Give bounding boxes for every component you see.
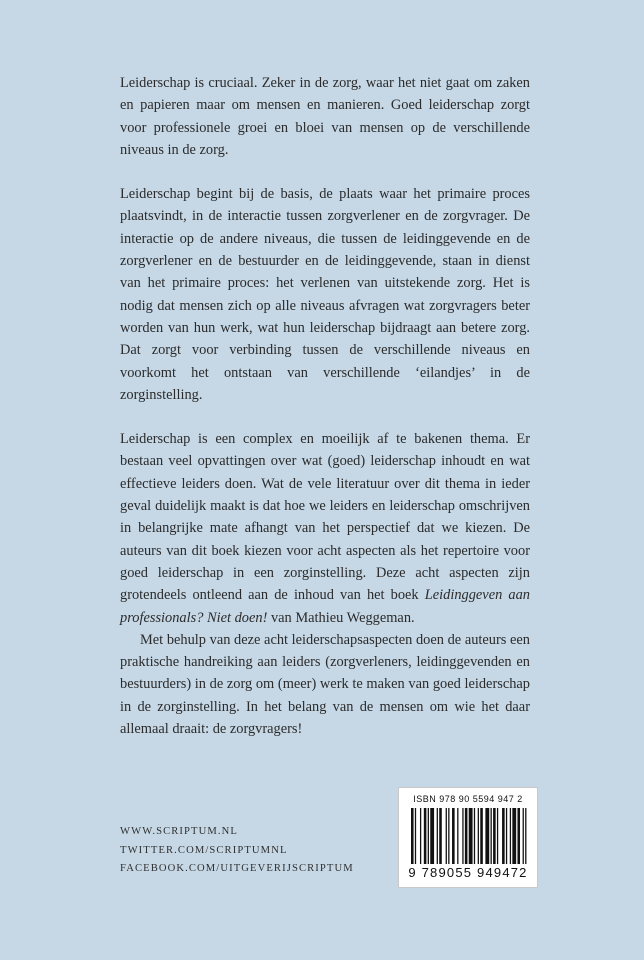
book-title: Leidinggeven aan professionals? Niet doen! bbox=[120, 587, 530, 626]
isbn-barcode bbox=[398, 787, 538, 888]
paragraph-1: Leiderschap is cruciaal. Zeker in de zorg, waar het niet gaat om zaken en papieren maar om mensen en manieren. Goed leiderschap zorgt voor professionele groei en bloei van mensen op de verschillende niveaus in de zorg. bbox=[120, 75, 530, 158]
paragraph-4: Met behulp van deze acht leiderschapsaspecten doen de auteurs een praktische handreiking aan leiders (zorgverleners, leidinggevenden en bestuurders) in de zorg om (meer) werk te maken van goed leiderschap in de zorginstelling. In het belang van de mensen om wie het daar allemaal draait: de zorgvragers! bbox=[120, 631, 530, 738]
paragraph-3 bbox=[120, 428, 530, 629]
website-link[interactable]: WWW.SCRIPTUM.NL bbox=[120, 826, 238, 837]
isbn-label: ISBN 978 90 5594 947 2 bbox=[413, 794, 523, 804]
paragraph-2: Leiderschap begint bij de basis, de plaats waar het primaire proces plaatsvindt, in de interactie tussen zorgverlener en de zorgvrager. De interactie op de andere niveaus, die tussen de leidinggevende en de zorgverlener en de bestuurder en de leidinggevende, staan in dienst van het primaire proces: het verlenen van uitstekende zorg. Het is nodig dat mensen zich op alle niveaus afvragen wat zorgvragers beter worden van hun werk, wat hun leiderschap bijdraagt aan betere zorg. Dat zorgt voor verbinding tussen de verschillende niveaus en voorkomt het ontstaan van verschillende ‘eilandjes’ in de zorginstelling. bbox=[120, 186, 530, 403]
barcode-digits: 9 789055 949472 bbox=[408, 865, 528, 880]
facebook-link[interactable]: FACEBOOK.COM/UITGEVERIJSCRIPTUM bbox=[120, 863, 354, 874]
publisher-links bbox=[120, 823, 354, 879]
barcode-icon bbox=[411, 808, 529, 864]
paragraph-3-end: van Mathieu Weggeman. bbox=[267, 609, 415, 626]
twitter-link[interactable]: TWITTER.COM/SCRIPTUMNL bbox=[120, 844, 288, 856]
back-cover-text bbox=[120, 72, 530, 762]
paragraph-3-start: Leiderschap is een complex en moeilijk af te bakenen thema. Er bestaan veel opvattingen over wat (goed) leiderschap inhoudt en wat effectieve leiders doen. Wat de vele literatuur over dit thema in ieder geval duidelijk maakt is dat hoe we leiders en leiderschap omschrijven in belangrijke mate afhangt van het perspectief dat we kiezen. De auteurs van dit boek kiezen voor acht aspecten als het repertoire voor goed leiderschap in een zorginstelling. Deze acht aspecten zijn grotendeels ontleend aan de inhoud van het boek bbox=[120, 431, 530, 604]
